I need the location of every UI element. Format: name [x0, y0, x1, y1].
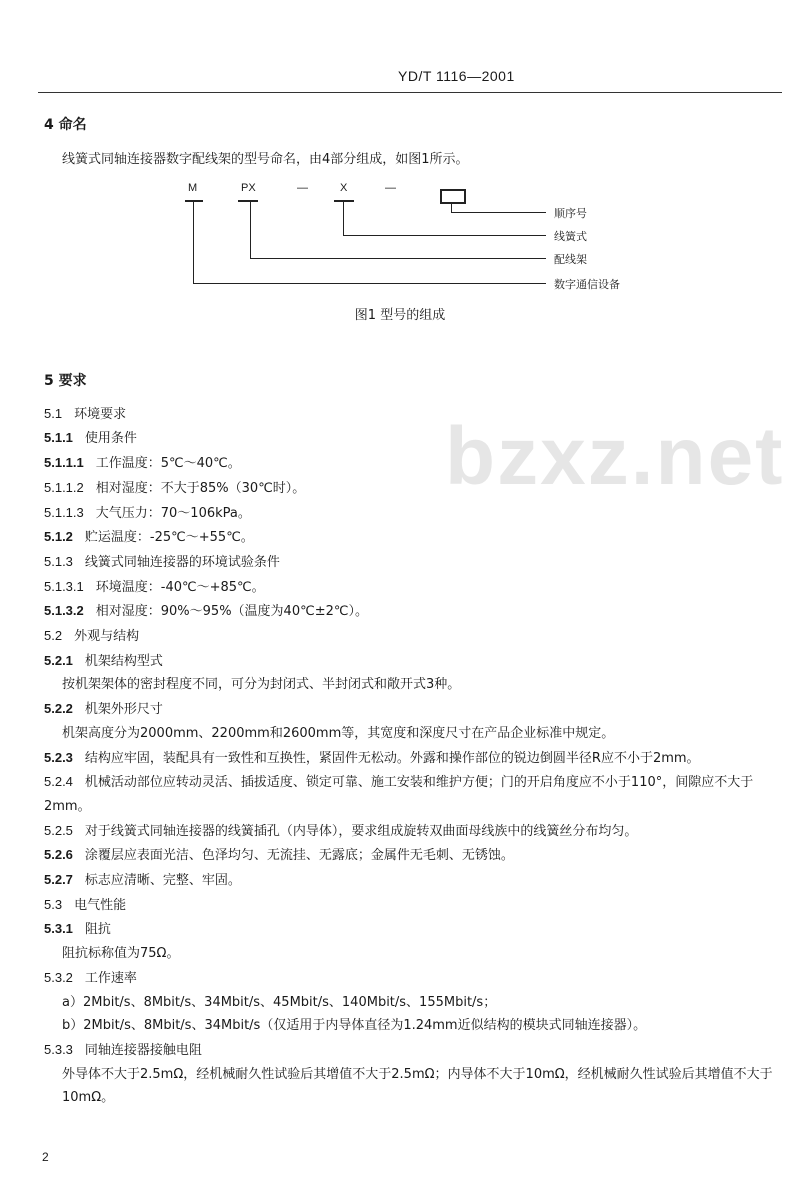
- clause-number: 5.1.3.1: [44, 578, 84, 594]
- clause-number: 5.1.1.1: [44, 455, 84, 471]
- clause-text: 电气性能: [74, 897, 127, 913]
- code-px: PX: [241, 182, 256, 194]
- clause-5-1-3-2: [44, 599, 784, 624]
- clause-text: 对于线簧式同轴连接器的线簧插孔（内导体），要求组成旋转双曲面母线族中的线簧丝分布均匀。: [84, 823, 638, 839]
- section-4-heading: 4 命名: [44, 117, 87, 133]
- clause-body: [44, 673, 784, 697]
- clause-text: 按机架架体的密封程度不同，可分为封闭式、半封闭式和敞开式3种。: [62, 677, 461, 693]
- clause-body: [44, 1014, 784, 1038]
- section-4-intro: 线簧式同轴连接器数字配线架的型号命名，由4部分组成，如图1所示。: [62, 152, 469, 167]
- clause-text: 阻抗标称值为75Ω。: [62, 946, 180, 962]
- sequence-number-box: [440, 189, 466, 204]
- clause-5-1: [44, 402, 784, 427]
- clause-text: 机架高度分为2000mm、2200mm和2600mm等，其宽度和深度尺寸在产品企业标准中规定。: [62, 725, 615, 741]
- clause-number: 5.1.1: [44, 430, 73, 446]
- clause-number: 5.2.3: [44, 749, 73, 765]
- clause-number: 5.3.2: [44, 969, 73, 985]
- clause-text: 相对湿度：不大于85%（30℃时）。: [95, 480, 306, 496]
- clause-text: 同轴连接器接触电阻: [84, 1042, 202, 1058]
- clause-text: 外导体不大于2.5mΩ，经机械耐久性试验后其增值不大于2.5mΩ；内导体不大于10mΩ，经机械耐久性试验后其增值不大于10mΩ。: [62, 1066, 773, 1106]
- label-sequence-number: 顺序号: [554, 207, 587, 220]
- clause-number: 5.2.1: [44, 652, 73, 668]
- leader-x-v: [343, 201, 344, 236]
- clause-text: 标志应清晰、完整、牢固。: [84, 873, 241, 889]
- clause-number: 5.2.4: [44, 774, 73, 790]
- leader-m-h: [193, 283, 546, 284]
- clause-5-1-1-1: [44, 451, 784, 476]
- clause-text: 工作速率: [84, 970, 137, 986]
- clause-body: [44, 722, 784, 746]
- clause-5-3-2: [44, 966, 784, 991]
- underline-px: [238, 200, 258, 202]
- clause-number: 5.1.1.2: [44, 479, 84, 495]
- clause-5-1-3-1: [44, 575, 784, 600]
- standard-number-header: YD/T 1116—2001: [398, 68, 515, 84]
- clause-text: 环境温度：-40℃～+85℃。: [95, 579, 265, 595]
- clause-5-3-1: [44, 917, 784, 942]
- clause-text: 机械活动部位应转动灵活、插拔适度、锁定可靠、施工安装和维护方便；门的开启角度应不小于110°，间隙应不大于2mm。: [44, 775, 754, 814]
- clause-number: 5.2.6: [44, 847, 73, 863]
- clause-number: 5.1.3.2: [44, 603, 84, 619]
- clause-5-2: [44, 624, 784, 649]
- clause-number: 5.2.5: [44, 822, 73, 838]
- leader-px-v: [250, 201, 251, 259]
- clause-number: 5.3.1: [44, 921, 73, 937]
- clause-text: a）2Mbit/s、8Mbit/s、34Mbit/s、45Mbit/s、140Mbit/s、155Mbit/s；: [62, 994, 497, 1010]
- clause-text: b）2Mbit/s、8Mbit/s、34Mbit/s（仅适用于内导体直径为1.24mm近似结构的模块式同轴连接器）。: [62, 1018, 647, 1034]
- clause-5-2-6: [44, 843, 784, 868]
- clause-text: 线簧式同轴连接器的环境试验条件: [84, 554, 280, 570]
- clause-body: [44, 991, 784, 1015]
- page-number: 2: [42, 1150, 49, 1164]
- label-distribution-frame: 配线架: [554, 253, 587, 266]
- code-dash-2: —: [385, 182, 396, 194]
- label-wire-spring: 线簧式: [554, 230, 587, 243]
- clause-body: [44, 1063, 784, 1110]
- clause-number: 5.2.2: [44, 701, 73, 717]
- clause-5-1-1-3: [44, 501, 784, 526]
- leader-px-h: [250, 258, 546, 259]
- clause-5-2-4: [44, 770, 784, 818]
- clause-text: 结构应牢固，装配具有一致性和互换性，紧固件无松动。外露和操作部位的锐边倒圆半径R应不小于2mm。: [84, 750, 700, 766]
- leader-m-v: [193, 201, 194, 284]
- clause-5-1-2: [44, 525, 784, 550]
- clause-number: 5.3.3: [44, 1041, 73, 1057]
- clause-text: 工作温度：5℃～40℃。: [95, 456, 241, 472]
- watermark: bzxz.net: [445, 411, 785, 502]
- code-m: M: [188, 182, 198, 194]
- clause-text: 机架结构型式: [84, 653, 163, 669]
- header-rule: [38, 92, 782, 93]
- clause-5-3: [44, 893, 784, 918]
- clause-text: 机架外形尺寸: [84, 702, 163, 718]
- clause-5-3-3: [44, 1038, 784, 1063]
- clause-number: 5.1.2: [44, 529, 73, 545]
- clause-number: 5.3: [44, 896, 63, 912]
- section-5-heading: 5 要求: [44, 373, 87, 389]
- clause-text: 使用条件: [84, 431, 137, 447]
- clause-text: 外观与结构: [74, 629, 140, 645]
- clause-5-1-1: [44, 426, 784, 451]
- clause-5-2-5: [44, 819, 784, 844]
- section-5: [44, 370, 784, 1110]
- clause-body: [44, 942, 784, 966]
- code-dash-1: —: [297, 182, 308, 194]
- figure-caption: 图1 型号的组成: [354, 308, 446, 323]
- clause-text: 环境要求: [74, 406, 127, 422]
- clause-text: 贮运温度：-25℃～+55℃。: [84, 530, 254, 546]
- clause-5-1-1-2: [44, 476, 784, 501]
- clause-text: 相对湿度：90%～95%（温度为40℃±2℃）。: [95, 604, 368, 620]
- clause-number: 5.1.1.3: [44, 504, 84, 520]
- leader-x-h: [343, 235, 546, 236]
- clause-number: 5.1.3: [44, 553, 73, 569]
- clause-number: 5.2: [44, 628, 63, 644]
- leader-seq-h: [451, 212, 546, 213]
- label-digital-comm-equipment: 数字通信设备: [554, 278, 620, 291]
- clause-5-2-2: [44, 697, 784, 722]
- clause-5-1-3: [44, 550, 784, 575]
- code-x: X: [340, 182, 348, 194]
- clause-text: 涂覆层应表面光洁、色泽均匀、无流挂、无露底；金属件无毛刺、无锈蚀。: [84, 848, 514, 864]
- clause-text: 阻抗: [84, 922, 111, 938]
- clause-5-2-7: [44, 868, 784, 893]
- clause-5-2-3: [44, 746, 784, 771]
- clause-text: 大气压力：70～106kPa。: [95, 505, 251, 521]
- clause-number: 5.1: [44, 405, 63, 421]
- clause-number: 5.2.7: [44, 872, 73, 888]
- clause-5-2-1: [44, 649, 784, 674]
